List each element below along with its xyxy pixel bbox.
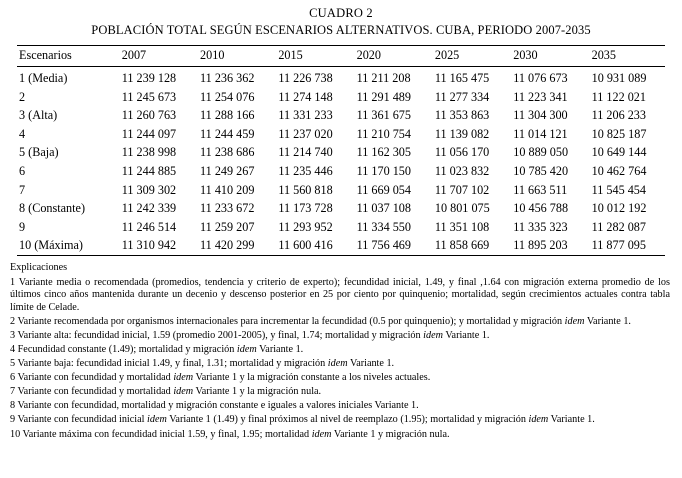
population-table: [17, 45, 665, 256]
cell-2015: 11 274 148: [278, 89, 333, 104]
note-item-8: [10, 400, 670, 413]
note-item-9: [10, 414, 670, 427]
cell-2025: 11 858 669: [430, 236, 508, 255]
cell-2020: 11 211 208: [356, 71, 411, 85]
note-emphasis-2: idem: [528, 414, 549, 426]
note-text: 3 Variante alta: fecundidad inicial, 1.59 (promedio 2001-2005), y final, 1.74; mortalidad y migración: [10, 329, 424, 341]
cell-2007: 11 310 942: [117, 236, 195, 255]
note-emphasis: idem: [564, 315, 585, 327]
cell-2007: 11 244 097: [121, 126, 177, 141]
cell-2007: 11 246 514: [121, 219, 177, 234]
cell-2007: 11 244 885: [121, 163, 177, 178]
cell-2010: 11 254 076: [200, 89, 255, 104]
cell-2010: 11 249 267: [200, 163, 255, 178]
cell-2030: 11 304 300: [513, 108, 568, 123]
table-header: [17, 46, 665, 67]
cell-2007: 11 260 763: [121, 108, 177, 123]
column-header-2030: 2030: [508, 46, 586, 67]
cell-2030: 11 663 511: [513, 182, 568, 197]
cell-2025: 11 707 102: [434, 182, 490, 197]
note-tail: Variante 1 (1.49) y final próximos al nivel de reemplazo (1.95); mortalidad y migración: [166, 414, 529, 426]
table-number: CUADRO 2: [309, 6, 373, 20]
note-item-2: [10, 316, 670, 329]
cell-2010: 11 238 686: [200, 145, 255, 160]
cell-2007: 11 245 673: [121, 89, 177, 104]
note-emphasis: idem: [327, 358, 348, 370]
cell-2010: 11 288 166: [200, 108, 255, 123]
table-row: [17, 162, 665, 181]
table-row: [17, 218, 665, 237]
note-tail-2: Variante 1.: [548, 414, 595, 426]
note-emphasis: idem: [236, 344, 257, 355]
cell-2007: 11 309 302: [121, 182, 177, 197]
note-item-3: [10, 330, 670, 343]
row-label: 9: [19, 219, 26, 234]
cell-2020: 11 162 305: [356, 145, 411, 160]
row-label: 7: [19, 182, 26, 197]
cell-2030: 10 456 788: [513, 201, 569, 216]
note-item-1: [10, 277, 670, 315]
row-label: 3 (Alta): [19, 108, 58, 123]
cell-2025: 11 139 082: [434, 126, 490, 141]
table-row: [17, 236, 665, 255]
note-text: 8 Variante con fecundidad, mortalidad y migración constante e iguales a valores iniciales Variante 1.: [10, 400, 419, 412]
cell-2015: 11 331 233: [278, 108, 333, 123]
cell-2020: 11 756 469: [352, 236, 430, 255]
table-row: [17, 181, 665, 200]
cell-2035: 11 545 454: [591, 182, 646, 197]
note-text: 9 Variante con fecundidad inicial: [10, 414, 148, 426]
table-body: [17, 67, 665, 256]
note-tail: Variante 1 y la migración constante a los niveles actuales.: [193, 372, 431, 384]
cell-2035: 11 122 021: [591, 89, 646, 104]
cell-2020: 11 291 489: [356, 89, 411, 104]
note-text: 5 Variante baja: fecundidad inicial 1.49, y final, 1.31; mortalidad y migración: [10, 358, 328, 370]
cell-2015: 11 237 020: [278, 126, 333, 141]
cell-2015: 11 214 740: [278, 145, 333, 160]
cell-2030: 11 223 341: [513, 89, 568, 104]
column-header-2015: 2015: [273, 46, 351, 67]
cell-2035: 11 877 095: [587, 236, 665, 255]
note-tail: Variante 1 y la migración nula.: [193, 386, 322, 398]
cell-2035: 10 931 089: [591, 71, 647, 85]
cell-2035: 10 649 144: [591, 145, 647, 160]
note-emphasis: idem: [173, 386, 194, 398]
note-item-7: [10, 386, 670, 399]
note-text: 1 Variante media o recomendada (promedios, tendencia y criterio de experto); fecundidad inicial, 1.49, y final ,1.64 con migración externa promedio de los últimos cinco años mantenida durante un decenio y descenso posterior en 25 por ciento por quinquenio; mortalidad, según crecimientos actuales contra tabla límite de Celade.: [10, 276, 670, 313]
cell-2010: 11 244 459: [200, 126, 255, 141]
note-item-6: [10, 372, 670, 385]
title-block: [0, 6, 682, 38]
cell-2015: 11 560 818: [278, 182, 333, 197]
page-title: POBLACIÓN TOTAL SEGÚN ESCENARIOS ALTERNATIVOS. CUBA, PERIODO 2007-2035: [91, 23, 591, 37]
note-text: 6 Variante con fecundidad y mortalidad: [10, 372, 174, 384]
note-emphasis: idem: [423, 329, 443, 341]
cell-2015: 11 235 446: [278, 163, 333, 178]
cell-2010: 11 420 299: [195, 236, 273, 255]
cell-2030: 11 076 673: [513, 71, 568, 85]
table-row: [17, 106, 665, 125]
cell-2020: 11 210 754: [356, 126, 411, 141]
cell-2020: 11 170 150: [356, 163, 411, 178]
note-item-10: [10, 429, 670, 442]
cell-2015: 11 600 416: [273, 236, 351, 255]
cell-2025: 10 801 075: [434, 201, 490, 216]
row-label: 5 (Baja): [19, 145, 59, 160]
cell-2010: 11 410 209: [200, 182, 255, 197]
note-item-4: [10, 344, 670, 357]
cell-2030: 11 014 121: [513, 126, 568, 141]
cell-2020: 11 361 675: [356, 108, 411, 123]
column-header-2025: 2025: [430, 46, 508, 67]
table-header-row: [17, 46, 665, 67]
notes-section: [10, 262, 670, 441]
cell-2030: 11 335 323: [513, 219, 568, 234]
note-tail: Variante 1.: [442, 329, 490, 341]
column-header-2020: 2020: [352, 46, 430, 67]
cell-2030: 10 889 050: [513, 145, 569, 160]
cell-2025: 11 165 475: [434, 71, 490, 85]
cell-2025: 11 056 170: [434, 145, 490, 160]
cell-2020: 11 037 108: [356, 201, 411, 216]
note-text: 2 Variante recomendada por organismos internacionales para incrementar la fecundidad (0.5 por quinquenio); y mortalidad y migración: [10, 315, 565, 327]
note-tail: Variante 1.: [347, 358, 395, 370]
cell-2025: 11 351 108: [434, 219, 490, 234]
cell-2020: 11 669 054: [356, 182, 411, 197]
note-emphasis: idem: [311, 428, 332, 440]
column-header-2035: 2035: [587, 46, 665, 67]
note-text: 4 Fecundidad constante (1.49); mortalidad y migración: [10, 344, 237, 355]
table-row: [17, 88, 665, 107]
cell-2015: 11 293 952: [278, 219, 333, 234]
note-item-5: [10, 358, 670, 371]
cell-2025: 11 277 334: [434, 89, 490, 104]
note-text: 7 Variante con fecundidad y mortalidad: [10, 386, 174, 398]
column-header-2010: 2010: [195, 46, 273, 67]
row-label: 4: [19, 126, 26, 141]
cell-2010: 11 236 362: [200, 71, 255, 85]
cell-2010: 11 233 672: [200, 201, 255, 216]
table-row: [17, 199, 665, 218]
cell-2030: 10 785 420: [513, 163, 569, 178]
note-tail: Variante 1.: [584, 315, 631, 327]
document-page: [0, 6, 682, 478]
cell-2007: 11 242 339: [121, 201, 177, 216]
column-header-2007: 2007: [117, 46, 195, 67]
note-tail: Variante 1.: [256, 344, 304, 355]
cell-2007: 11 239 128: [121, 71, 177, 85]
cell-2035: 10 825 187: [591, 126, 647, 141]
cell-2030: 11 895 203: [508, 236, 586, 255]
cell-2015: 11 173 728: [278, 201, 333, 216]
notes-heading: Explicaciones: [10, 261, 68, 273]
row-label: 1 (Media): [19, 71, 68, 85]
cell-2015: 11 226 738: [278, 71, 333, 85]
row-label: 6: [19, 163, 26, 178]
note-emphasis: idem: [147, 414, 167, 426]
cell-2025: 11 023 832: [434, 163, 490, 178]
table-row: [17, 67, 665, 88]
column-header-escenarios: Escenarios: [17, 46, 117, 67]
cell-2020: 11 334 550: [356, 219, 411, 234]
cell-2035: 10 012 192: [591, 201, 647, 216]
table-row: [17, 125, 665, 144]
note-text: 10 Variante máxima con fecundidad inicial 1.59, y final, 1.95; mortalidad: [10, 428, 312, 440]
cell-2010: 11 259 207: [200, 219, 255, 234]
row-label: 10 (Máxima): [17, 236, 117, 255]
cell-2035: 11 206 233: [591, 108, 646, 123]
cell-2035: 10 462 764: [591, 163, 647, 178]
cell-2007: 11 238 998: [121, 145, 177, 160]
cell-2025: 11 353 863: [434, 108, 490, 123]
cell-2035: 11 282 087: [591, 219, 646, 234]
row-label: 8 (Constante): [19, 201, 86, 216]
table-row: [17, 143, 665, 162]
row-label: 2: [19, 89, 26, 104]
note-tail: Variante 1 y migración nula.: [331, 428, 450, 440]
note-emphasis: idem: [173, 372, 194, 384]
